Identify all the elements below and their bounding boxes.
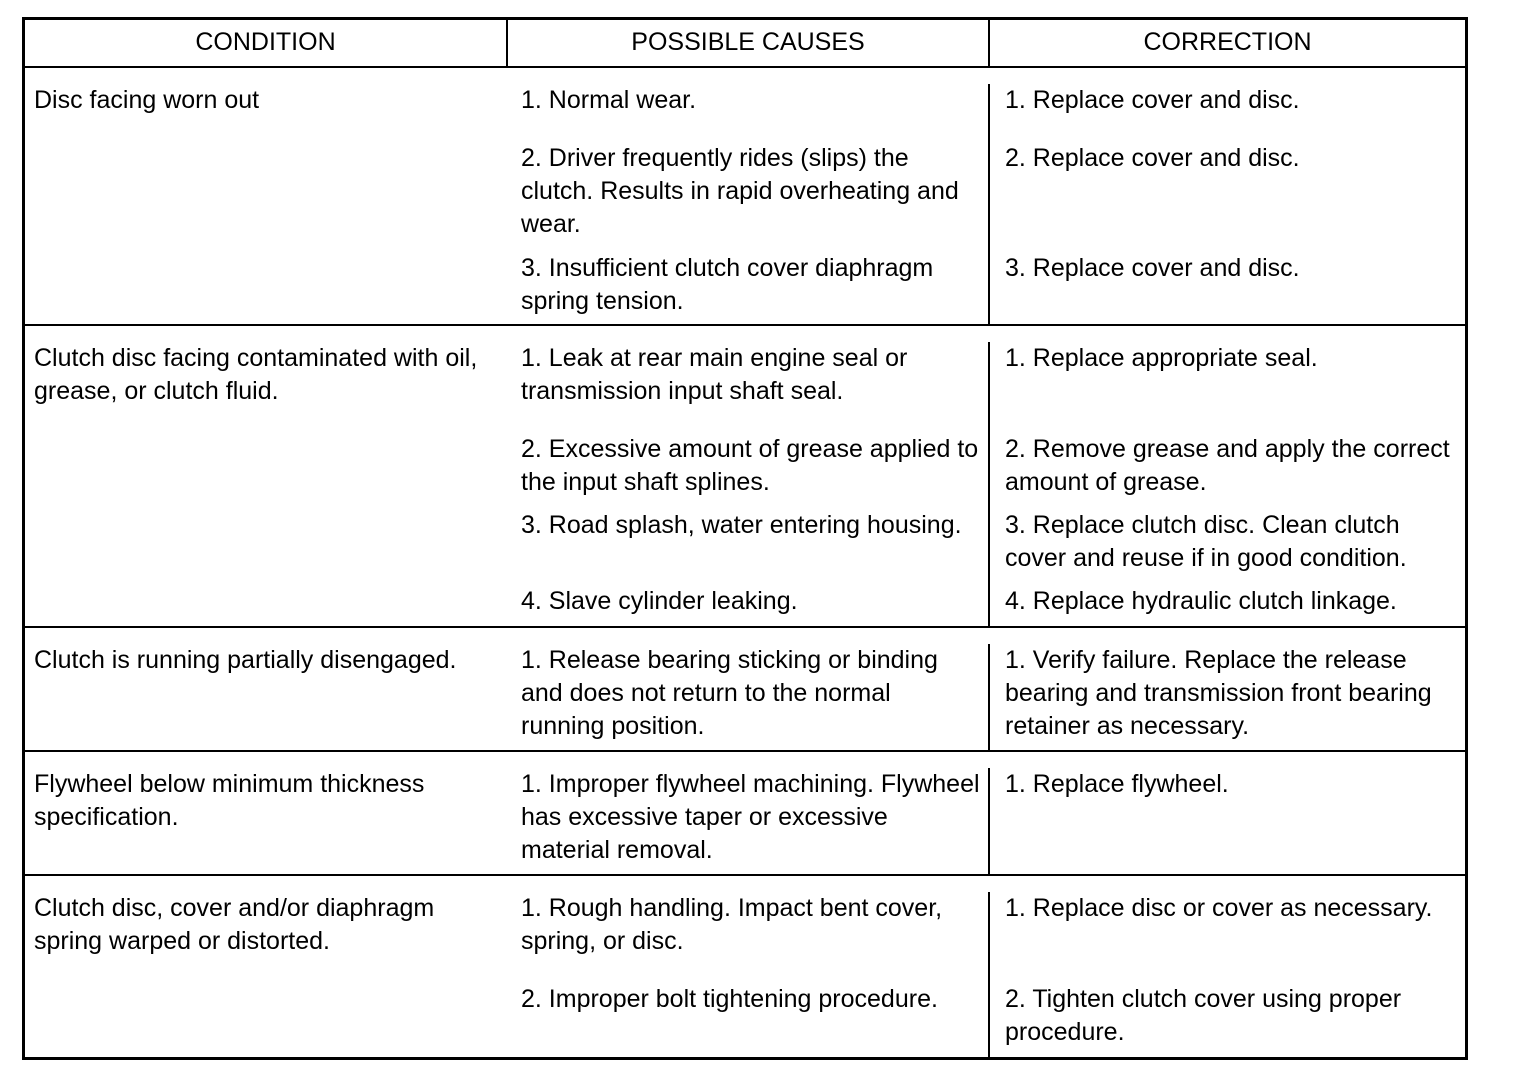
correction-text: 1. Replace appropriate seal.	[988, 342, 1465, 433]
condition-cell: Disc facing worn out	[34, 86, 260, 114]
cause-correction-pair	[506, 983, 1465, 1057]
cause-correction-pair	[506, 252, 1465, 324]
cause-correction-pair	[506, 142, 1465, 252]
condition-cell: Flywheel below minimum thickness specification.	[34, 770, 425, 831]
cause-text: 4. Slave cylinder leaking.	[521, 587, 798, 615]
table-row	[25, 324, 1465, 626]
cause-text: 2. Improper bolt tightening procedure.	[521, 985, 938, 1013]
condition-cell: Clutch disc, cover and/or diaphragm spring warped or distorted.	[34, 894, 435, 955]
cause-text: 1. Improper flywheel machining. Flywheel has excessive taper or excessive material removal.	[521, 770, 980, 864]
cause-correction-pair	[506, 326, 1465, 433]
cause-text: 2. Excessive amount of grease applied to the input shaft splines.	[521, 435, 979, 496]
table-row	[25, 66, 1465, 324]
correction-text: 2. Replace cover and disc.	[988, 142, 1465, 252]
table-row	[25, 750, 1465, 874]
cause-correction-pair	[506, 876, 1465, 983]
table-header-row	[25, 20, 1465, 66]
condition-cell: Clutch disc facing contaminated with oil, grease, or clutch fluid.	[34, 344, 478, 405]
table-row	[25, 626, 1465, 750]
cause-text: 1. Release bearing sticking or binding and does not return to the normal running position.	[521, 646, 938, 740]
table-row	[25, 874, 1465, 1057]
column-header-correction: CORRECTION	[988, 20, 1465, 66]
cause-text: 2. Driver frequently rides (slips) the clutch. Results in rapid overheating and wear.	[521, 144, 959, 238]
correction-text: 1. Replace flywheel.	[988, 768, 1465, 874]
correction-text: 3. Replace clutch disc. Clean clutch cover and reuse if in good condition.	[988, 509, 1465, 585]
correction-text: 3. Replace cover and disc.	[988, 252, 1465, 324]
cause-correction-group	[506, 628, 1465, 750]
cause-text: 3. Insufficient clutch cover diaphragm spring tension.	[521, 254, 934, 315]
cause-text: 3. Road splash, water entering housing.	[521, 511, 962, 539]
correction-text: 2. Remove grease and apply the correct amount of grease.	[988, 433, 1465, 509]
cause-correction-group	[506, 68, 1465, 324]
diagnosis-table	[22, 17, 1468, 1060]
correction-text: 4. Replace hydraulic clutch linkage.	[988, 585, 1465, 626]
cause-correction-group	[506, 752, 1465, 874]
cause-correction-pair	[506, 752, 1465, 874]
cause-correction-pair	[506, 585, 1465, 626]
cause-text: 1. Leak at rear main engine seal or transmission input shaft seal.	[521, 344, 908, 405]
correction-text: 1. Replace disc or cover as necessary.	[988, 892, 1465, 983]
column-header-condition: CONDITION	[195, 28, 336, 56]
correction-text: 1. Verify failure. Replace the release bearing and transmission front bearing retainer as necessary.	[988, 644, 1465, 750]
cause-correction-group	[506, 876, 1465, 1057]
column-header-possible-causes: POSSIBLE CAUSES	[506, 20, 988, 66]
correction-text: 2. Tighten clutch cover using proper procedure.	[988, 983, 1465, 1057]
cause-text: 1. Rough handling. Impact bent cover, spring, or disc.	[521, 894, 943, 955]
correction-text: 1. Replace cover and disc.	[988, 84, 1465, 142]
cause-correction-pair	[506, 68, 1465, 142]
cause-text: 1. Normal wear.	[521, 86, 697, 114]
cause-correction-group	[506, 326, 1465, 626]
cause-correction-pair	[506, 509, 1465, 585]
condition-cell: Clutch is running partially disengaged.	[34, 646, 457, 674]
cause-correction-pair	[506, 433, 1465, 509]
cause-correction-pair	[506, 628, 1465, 750]
